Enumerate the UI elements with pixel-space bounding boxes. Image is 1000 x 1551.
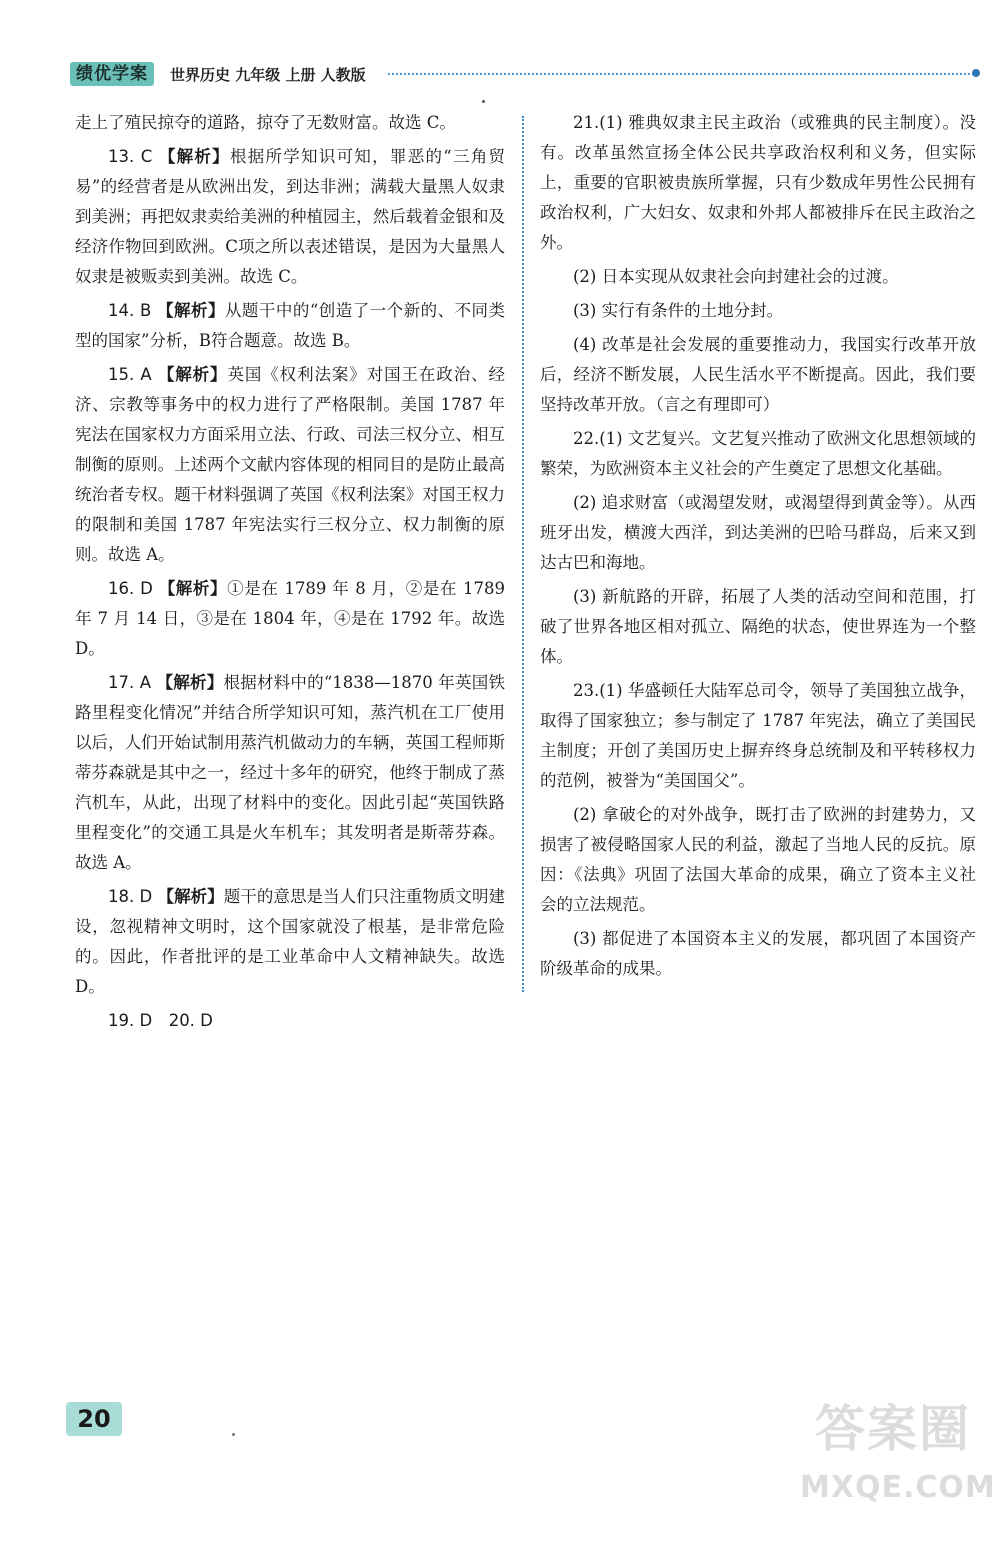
answer-paragraph: (2) 拿破仑的对外战争，既打击了欧洲的封建势力，又损害了被侵略国家人民的利益，激起了当地人民的反抗。原因：《法典》巩固了法国大革命的成果，确立了资本主义社会的立法规范。 [540, 805, 976, 914]
watermark-text: 答案圈 [815, 1400, 971, 1458]
answer-paragraph: 走上了殖民掠夺的道路，掠夺了无数财富。故选 C。 [75, 113, 456, 132]
decorative-dot [482, 100, 485, 103]
answer-paragraph: (3) 实行有条件的土地分封。 [573, 301, 784, 320]
analysis-tag: 【解析】 [157, 365, 228, 384]
question-number: 16. D [108, 579, 153, 598]
book-info: 世界历史 九年级 上册 人教版 [170, 66, 366, 84]
answer-paragraph: 23.(1) 华盛顿任大陆军总司令，领导了美国独立战争，取得了国家独立；参与制定了 1787 年宪法，确立了美国民主制度；开创了美国历史上摒弃终身总统制及和平转移权力的范例，被誉为“美国国父”。 [540, 681, 976, 790]
answer-paragraph [75, 142, 505, 292]
question-number: 15. A [108, 365, 152, 384]
header-dotted-rule [388, 73, 974, 75]
answer-paragraph: 21.(1) 雅典奴隶主民主政治（或雅典的民主制度）。没有。改革虽然宣扬全体公民共享政治权利和义务，但实际上，重要的官职被贵族所掌握，只有少数成年男性公民拥有政治权利，广大妇女、奴隶和外邦人都被排斥在民主政治之外。 [540, 113, 976, 252]
analysis-tag: 【解析】 [158, 579, 228, 598]
decorative-dot [232, 1433, 235, 1436]
watermark-logo [800, 1396, 996, 1516]
analysis-tag: 【解析】 [157, 301, 225, 320]
analysis-tag: 【解析】 [157, 887, 224, 906]
page-header [70, 62, 980, 88]
answer-paragraph [75, 1006, 505, 1036]
question-number: 14. B [108, 301, 152, 320]
left-column [75, 108, 505, 1040]
answer-paragraph: (2) 日本实现从奴隶社会向封建社会的过渡。 [573, 267, 899, 286]
answer-paragraph: (3) 新航路的开辟，拓展了人类的活动空间和范围，打破了世界各地区相对孤立、隔绝的状态，使世界连为一个整体。 [540, 587, 976, 666]
answer-paragraph: 22.(1) 文艺复兴。文艺复兴推动了欧洲文化思想领域的繁荣，为欧洲资本主义社会的产生奠定了思想文化基础。 [540, 429, 976, 478]
answer-text: 根据材料中的“1838—1870 年英国铁路里程变化情况”并结合所学知识可知，蒸汽机在工厂使用以后，人们开始试制用蒸汽机做动力的车辆，英国工程师斯蒂芬森就是其中之一，经过十多年的研究，他终于制成了蒸汽机车，从此，出现了材料中的变化。因此引起“英国铁路里程变化”的交通工具是火车机车；其发明者是斯蒂芬森。故选 A。 [75, 673, 505, 872]
answer-paragraph: (3) 都促进了本国资本主义的发展，都巩固了本国资产阶级革命的成果。 [540, 929, 976, 978]
right-column [540, 108, 976, 988]
answer-paragraph [75, 574, 505, 664]
question-number: 13. C [108, 147, 153, 166]
question-number: 17. A [108, 673, 152, 692]
question-number: 19. D 20. D [108, 1011, 213, 1030]
answer-text: ①是在 1789 年 8 月，②是在 1789 年 7 月 14 日，③是在 1804 年，④是在 1792 年。故选 D。 [75, 579, 505, 658]
header-dot-icon [972, 69, 980, 77]
answer-paragraph [75, 882, 505, 1002]
analysis-tag: 【解析】 [158, 147, 230, 166]
answer-text: 英国《权利法案》对国王在政治、经济、宗教等事务中的权力进行了严格限制。美国 1787 年宪法在国家权力方面采用立法、行政、司法三权分立、相互制衡的原则。上述两个文献内容体现的相同目的是防止最高统治者专权。题干材料强调了英国《权利法案》对国王权力的限制和美国 1787 年宪法实行三权分立、权力制衡的原则。故选 A。 [75, 365, 506, 564]
column-divider [522, 116, 524, 992]
watermark-url: MXQE.COM [800, 1470, 996, 1505]
answer-paragraph: (4) 改革是社会发展的重要推动力，我国实行改革开放后，经济不断发展，人民生活水平不断提高。因此，我们要坚持改革开放。（言之有理即可） [540, 335, 976, 414]
analysis-tag: 【解析】 [156, 673, 224, 692]
answer-paragraph [75, 668, 505, 878]
page-number: 20 [66, 1402, 122, 1436]
answer-paragraph: (2) 追求财富（或渴望发财，或渴望得到黄金等）。从西班牙出发，横渡大西洋，到达美洲的巴哈马群岛，后来又到达古巴和海地。 [540, 493, 976, 572]
answer-text: 根据所学知识可知，罪恶的“三角贸易”的经营者是从欧洲出发，到达非洲；满载大量黑人奴隶到美洲；再把奴隶卖给美洲的种植园主，然后载着金银和及经济作物回到欧洲。C项之所以表述错误，是因为大量黑人奴隶是被贩卖到美洲。故选 C。 [75, 147, 506, 286]
answer-paragraph [75, 296, 505, 356]
answer-text: 从题干中的“创造了一个新的、不同类型的国家”分析，B符合题意。故选 B。 [75, 301, 506, 350]
question-number: 18. D [108, 887, 153, 906]
answer-paragraph [75, 360, 505, 570]
brand-logo: 绩优学案 [70, 62, 154, 86]
answer-text: 题干的意思是当人们只注重物质文明建设，忽视精神文明时，这个国家就没了根基，是非常危险的。因此，作者批评的是工业革命中人文精神缺失。故选 D。 [75, 887, 506, 996]
